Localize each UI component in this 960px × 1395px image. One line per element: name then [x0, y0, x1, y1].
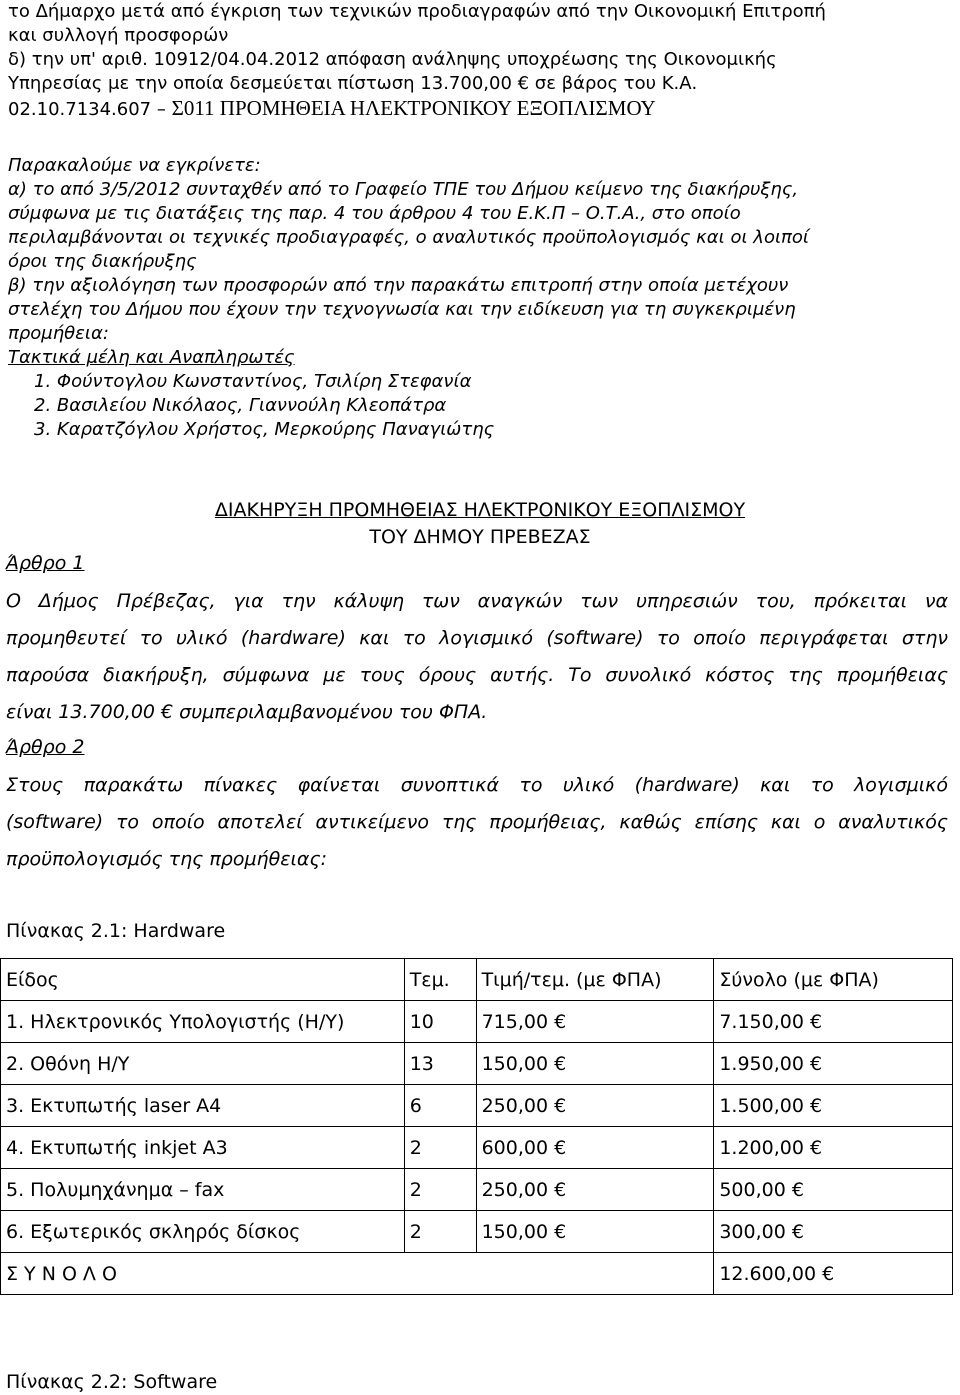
- approve-line: περιλαμβάνονται οι τεχνικές προδιαγραφές, ο αναλυτικός προϋπολογισμός και οι λοιποί: [8, 227, 809, 248]
- preamble-line: το Δήμαρχο μετά από έγκριση των τεχνικών προδιαγραφών από την Οικονομική Επιτροπή: [8, 1, 826, 22]
- article-2-line: (software) το οποίο αποτελεί αντικείμενο της προμήθειας, καθώς επίσης και ο αναλυτικός: [6, 811, 948, 833]
- price-cell: 250,00 €: [476, 1085, 714, 1127]
- total-cell: 1.200,00 €: [714, 1127, 953, 1169]
- ka-code: 02.10.7134.607 –: [8, 99, 166, 120]
- table-row: [1, 1085, 953, 1127]
- price-cell: 715,00 €: [476, 1001, 714, 1043]
- item-cell: 4. Εκτυπωτής inkjet A3: [1, 1127, 405, 1169]
- table-row: [1, 1211, 953, 1253]
- table-row: [1, 1127, 953, 1169]
- preamble-line: δ) την υπ' αριθ. 10912/04.04.2012 απόφαση ανάληψης υποχρέωσης της Οικονομικής: [8, 49, 777, 70]
- header-cell: Τιμή/τεμ. (με ΦΠΑ): [476, 959, 714, 1001]
- article-1-line: είναι 13.700,00 € συμπεριλαμβανομένου του ΦΠΑ.: [6, 701, 488, 723]
- heading-line-2: ΤΟΥ ΔΗΜΟΥ ΠΡΕΒΕΖΑΣ: [369, 526, 591, 548]
- heading-line-1: [0, 497, 960, 524]
- heading-text: ΔΙΑΚΗΡΥΞΗ ΠΡΟΜΗΘΕΙΑΣ ΗΛΕΚΤΡΟΝΙΚΟΥ ΕΞΟΠΛΙΣΜΟΥ: [214, 499, 746, 521]
- price-cell: 150,00 €: [476, 1043, 714, 1085]
- article-1-line: προμηθευτεί το υλικό (hardware) και το λογισμικό (software) το οποίο περιγράφεται στην: [6, 627, 948, 649]
- item-cell: 1. Ηλεκτρονικός Υπολογιστής (Η/Υ): [1, 1001, 405, 1043]
- qty-cell: 2: [404, 1211, 476, 1253]
- article-1-title: Άρθρο 1: [6, 552, 85, 574]
- spacer: [8, 122, 953, 154]
- approve-intro: Παρακαλούμε να εγκρίνετε:: [8, 155, 261, 176]
- approve-line: προμήθεια:: [8, 323, 109, 344]
- member-line: 1. Φούντογλου Κωνσταντίνος, Τσιλίρη Στεφανία: [34, 371, 472, 392]
- item-cell: 3. Εκτυπωτής laser A4: [1, 1085, 405, 1127]
- ka-title: Σ011 ΠΡΟΜΗΘΕΙΑ ΗΛΕΚΤΡΟΝΙΚΟΥ ΕΞΟΠΛΙΣΜΟΥ: [171, 96, 656, 120]
- item-cell: 5. Πολυμηχάνημα – fax: [1, 1169, 405, 1211]
- qty-cell: 6: [404, 1085, 476, 1127]
- total-cell: 300,00 €: [714, 1211, 953, 1253]
- total-cell: 500,00 €: [714, 1169, 953, 1211]
- member-line: 2. Βασιλείου Νικόλαος, Γιαννούλη Κλεοπάτρα: [34, 395, 447, 416]
- total-cell: 1.950,00 €: [714, 1043, 953, 1085]
- table-row: [1, 1001, 953, 1043]
- table-2-caption: Πίνακας 2.2: Software: [6, 1371, 218, 1393]
- member-line: 3. Καρατζόγλου Χρήστος, Μερκούρης Παναγιώτης: [34, 419, 495, 440]
- approve-line: σύμφωνα με τις διατάξεις της παρ. 4 του άρθρου 4 του Ε.Κ.Π – Ο.Τ.Α., στο οποίο: [8, 203, 741, 224]
- article-2-body: [6, 767, 948, 878]
- total-cell: 1.500,00 €: [714, 1085, 953, 1127]
- article-2-line: προϋπολογισμός της προμήθειας:: [6, 848, 327, 870]
- approve-line: β) την αξιολόγηση των προσφορών από την παρακάτω επιτροπή στην οποία μετέχουν: [8, 275, 789, 296]
- approve-line: α) το από 3/5/2012 συνταχθέν από το Γραφείο ΤΠΕ του Δήμου κείμενο της διακήρυξης,: [8, 179, 799, 200]
- header-cell: Είδος: [1, 959, 405, 1001]
- preamble-line: [8, 96, 953, 122]
- article-1-body: [6, 583, 948, 731]
- table-row: [1, 1169, 953, 1211]
- qty-cell: 10: [404, 1001, 476, 1043]
- table-row: [1, 1043, 953, 1085]
- hardware-table: [0, 958, 953, 1295]
- approve-line: στελέχη του Δήμου που έχουν την τεχνογνωσία και την ειδίκευση για τη συγκεκριμένη: [8, 299, 796, 320]
- article-1-line: Ο Δήμος Πρέβεζας, για την κάλυψη των αναγκών των υπηρεσιών του, πρόκειται να: [6, 590, 948, 612]
- article-1-line: παρούσα διακήρυξη, σύμφωνα με τους όρους αυτής. Το συνολικό κόστος της προμήθειας: [6, 664, 948, 686]
- item-cell: 2. Οθόνη Η/Υ: [1, 1043, 405, 1085]
- article-2-title: Άρθρο 2: [6, 736, 85, 758]
- price-cell: 150,00 €: [476, 1211, 714, 1253]
- preamble-line: και συλλογή προσφορών: [8, 25, 229, 46]
- price-cell: 600,00 €: [476, 1127, 714, 1169]
- preamble-line: Υπηρεσίας με την οποία δεσμεύεται πίστωση 13.700,00 € σε βάρος του Κ.Α.: [8, 73, 698, 94]
- qty-cell: 13: [404, 1043, 476, 1085]
- total-value-cell: 12.600,00 €: [714, 1253, 953, 1295]
- header-cell: Τεμ.: [404, 959, 476, 1001]
- item-cell: 6. Εξωτερικός σκληρός δίσκος: [1, 1211, 405, 1253]
- qty-cell: 2: [404, 1127, 476, 1169]
- article-2-line: Στους παρακάτω πίνακες φαίνεται συνοπτικά το υλικό (hardware) και το λογισμικό: [6, 774, 948, 796]
- price-cell: 250,00 €: [476, 1169, 714, 1211]
- table-1-caption: Πίνακας 2.1: Hardware: [6, 920, 226, 942]
- total-cell: 7.150,00 €: [714, 1001, 953, 1043]
- total-label-cell: Σ Υ Ν Ο Λ Ο: [1, 1253, 714, 1295]
- members-title: Τακτικά μέλη και Αναπληρωτές: [8, 347, 295, 368]
- qty-cell: 2: [404, 1169, 476, 1211]
- table-header-row: [1, 959, 953, 1001]
- table-total-row: [1, 1253, 953, 1295]
- approve-line: όροι της διακήρυξης: [8, 251, 197, 272]
- header-cell: Σύνολο (με ΦΠΑ): [714, 959, 953, 1001]
- preamble: [8, 0, 953, 442]
